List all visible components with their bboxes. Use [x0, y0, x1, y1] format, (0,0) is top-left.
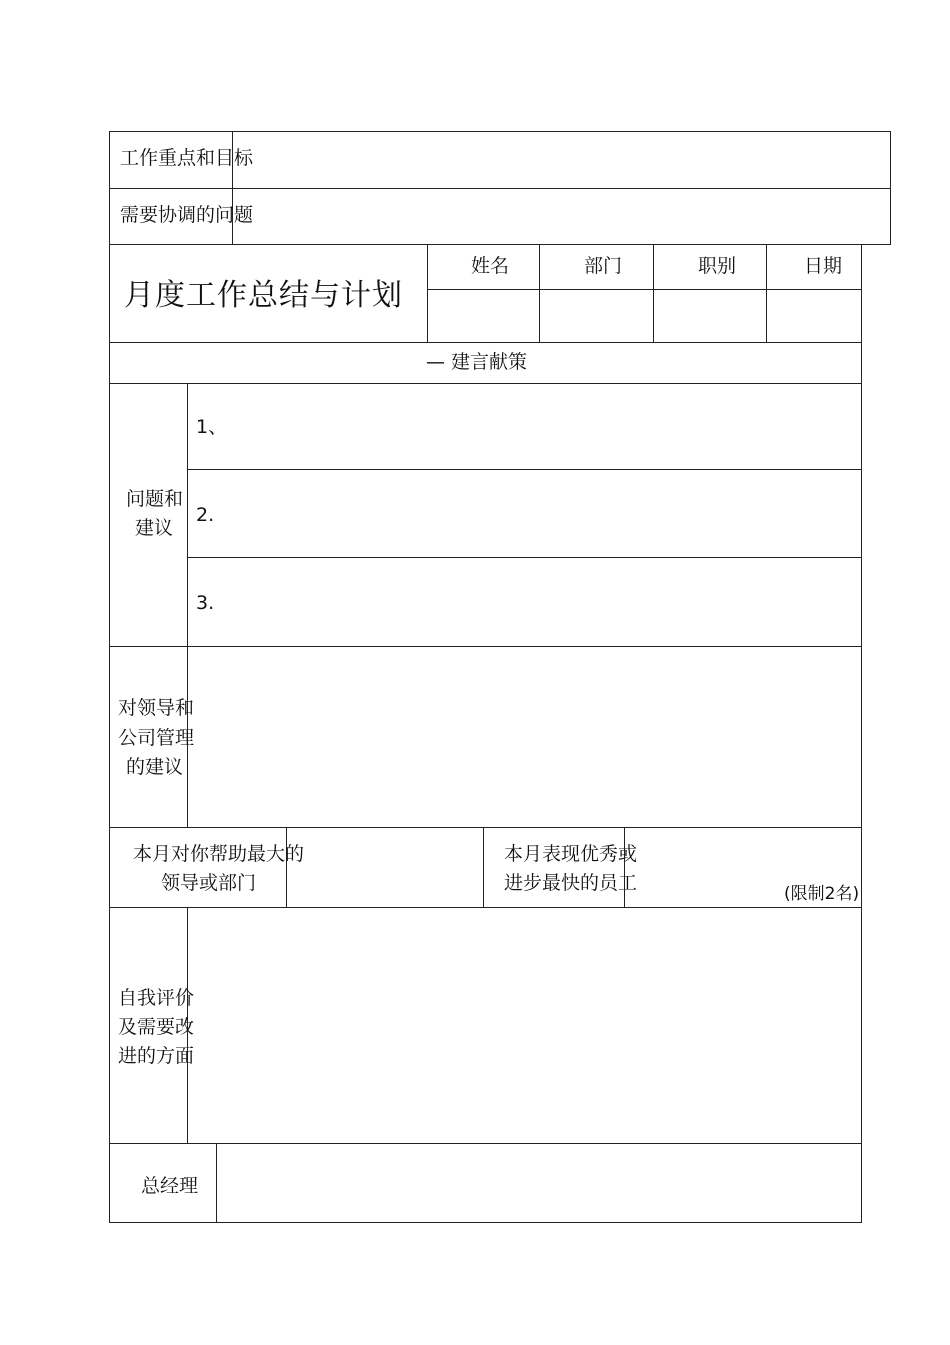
- border: [766, 244, 767, 342]
- limit-note: (限制2名): [784, 884, 860, 904]
- border: [187, 469, 862, 470]
- focus-label: 工作重点和目标: [120, 147, 254, 169]
- border: [890, 131, 891, 245]
- leadership-label: 的建议: [126, 756, 184, 778]
- leadership-input[interactable]: [190, 648, 860, 826]
- issues-label: 建议: [135, 517, 174, 539]
- helpers-input[interactable]: [289, 829, 482, 906]
- form-title: 月度工作总结与计划: [124, 278, 403, 313]
- gm-input[interactable]: [219, 1145, 860, 1221]
- border: [216, 1143, 217, 1223]
- border: [109, 1222, 862, 1223]
- helpers-label: 本月对你帮助最大的: [133, 843, 305, 865]
- outstanding-input[interactable]: [627, 829, 777, 906]
- self-eval-label: 自我评价: [118, 987, 195, 1009]
- border: [109, 342, 862, 343]
- name-field[interactable]: [429, 291, 538, 341]
- name-header: 姓名: [471, 255, 510, 277]
- border: [109, 907, 862, 908]
- section-title: — 建言献策: [426, 351, 528, 373]
- border: [539, 244, 540, 342]
- border: [187, 557, 862, 558]
- department-header: 部门: [584, 255, 623, 277]
- self-eval-input[interactable]: [190, 909, 860, 1142]
- border: [187, 383, 188, 646]
- department-field[interactable]: [541, 291, 652, 341]
- coordination-label: 需要协调的问题: [120, 204, 254, 226]
- focus-input[interactable]: [234, 133, 889, 187]
- self-eval-label: 进的方面: [118, 1045, 195, 1067]
- self-eval-label: 及需要改: [118, 1016, 195, 1038]
- border: [861, 244, 862, 1223]
- outstanding-label: 进步最快的员工: [504, 872, 638, 894]
- position-header: 职别: [698, 255, 737, 277]
- issue-item-2[interactable]: 2.: [196, 504, 215, 526]
- border: [427, 244, 428, 342]
- issues-label: 问题和: [126, 488, 184, 510]
- border: [483, 827, 484, 907]
- border: [109, 1143, 862, 1144]
- border: [427, 289, 862, 290]
- border: [109, 383, 862, 384]
- border: [109, 131, 110, 245]
- border: [109, 244, 891, 245]
- position-field[interactable]: [655, 291, 765, 341]
- border: [109, 244, 110, 1223]
- border: [653, 244, 654, 342]
- issue-item-3[interactable]: 3.: [196, 592, 215, 614]
- date-field[interactable]: [768, 291, 860, 341]
- border: [109, 188, 891, 189]
- border: [109, 131, 891, 132]
- leadership-label: 对领导和: [118, 697, 195, 719]
- leadership-label: 公司管理: [118, 727, 195, 749]
- date-header: 日期: [804, 255, 843, 277]
- issue-item-1[interactable]: 1、: [196, 416, 228, 438]
- gm-label: 总经理: [141, 1175, 199, 1197]
- outstanding-label: 本月表现优秀或: [504, 843, 638, 865]
- border: [109, 827, 862, 828]
- helpers-label: 领导或部门: [161, 872, 257, 894]
- border: [109, 646, 862, 647]
- coordination-input[interactable]: [234, 190, 889, 243]
